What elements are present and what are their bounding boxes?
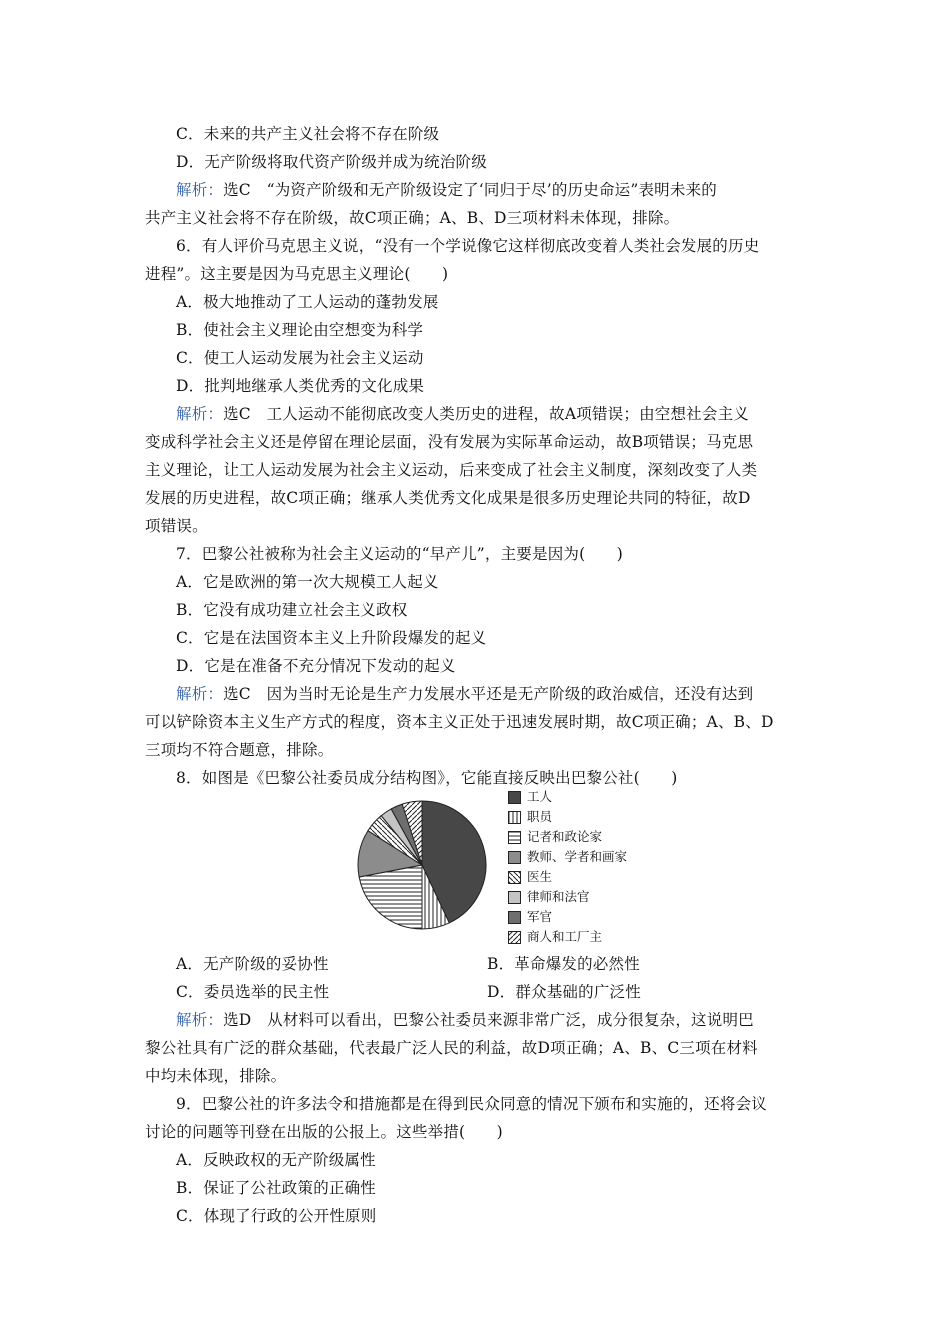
text-line-q5-d: [176, 152, 487, 172]
line-text: C．未来的共产主义社会将不存在阶级: [176, 125, 440, 143]
text-line-q7-a: [176, 572, 439, 592]
legend-swatch: [508, 851, 521, 864]
line-text: A．它是欧洲的第一次大规模工人起义: [176, 573, 439, 591]
line-text: C．使工人运动发展为社会主义运动: [176, 349, 424, 367]
analysis-label: 解析：: [176, 181, 224, 199]
line-text: B．使社会主义理论由空想变为科学: [176, 321, 424, 339]
text-line-a8-l2: [145, 1038, 758, 1058]
text-line-q6-b: [176, 320, 423, 340]
legend-label: 军官: [527, 909, 553, 924]
text-line-q7-l1: [176, 544, 623, 564]
text-line-a7-l1: [176, 684, 753, 704]
line-text: 黎公社具有广泛的群众基础，代表最广泛人民的利益，故D项正确；A、B、C三项在材料: [145, 1039, 758, 1057]
line-text: 讨论的问题等刊登在出版的公报上。这些举措( ): [145, 1123, 503, 1141]
text-line-q6-l1: [176, 236, 759, 256]
text-line-q8-d: [487, 982, 641, 1002]
line-text: 进程”。这主要是因为马克思主义理论( ): [145, 265, 449, 283]
line-text: 选C 工人运动不能彻底改变人类历史的进程，故A项错误；由空想社会主义: [223, 405, 749, 423]
line-text: 选C 因为当时无论是生产力发展水平还是无产阶级的政治威信，还没有达到: [223, 685, 754, 703]
line-text: C．委员选举的民主性: [176, 983, 330, 1001]
text-line-q7-c: [176, 628, 486, 648]
text-line-q6-d: [176, 376, 424, 396]
analysis-label: 解析：: [176, 1011, 224, 1029]
legend-label: 记者和政论家: [527, 829, 603, 844]
line-text: D．它是在准备不充分情况下发动的起义: [176, 657, 456, 675]
line-text: B．革命爆发的必然性: [487, 955, 640, 973]
text-line-a5-l1: [176, 180, 717, 200]
line-text: 8．如图是《巴黎公社委员成分结构图》，它能直接反映出巴黎公社( ): [176, 769, 678, 787]
line-text: 选D 从材料可以看出，巴黎公社委员来源非常广泛，成分很复杂，这说明巴: [223, 1011, 754, 1029]
line-text: D．批判地继承人类优秀的文化成果: [176, 377, 425, 395]
text-line-a6-l4: [145, 488, 751, 508]
text-line-a6-l2: [145, 432, 753, 452]
line-text: A．极大地推动了工人运动的蓬勃发展: [176, 293, 439, 311]
text-line-q6-c: [176, 348, 424, 368]
line-text: 可以铲除资本主义生产方式的程度，资本主义正处于迅速发展时期，故C项正确；A、B、D: [145, 713, 774, 731]
line-text: 发展的历史进程，故C项正确；继承人类优秀文化成果是很多历史理论共同的特征，故D: [145, 489, 751, 507]
analysis-label: 解析：: [176, 405, 224, 423]
line-text: A．无产阶级的妥协性: [176, 955, 329, 973]
text-line-q8-b: [487, 954, 640, 974]
line-text: D．无产阶级将取代资产阶级并成为统治阶级: [176, 153, 487, 171]
line-text: 主义理论，让工人运动发展为社会主义运动，后来变成了社会主义制度，深刻改变了人类: [145, 461, 758, 479]
legend-label: 商人和工厂主: [527, 929, 603, 944]
text-line-a7-l3: [145, 740, 333, 760]
legend-swatch: [508, 931, 521, 944]
legend-swatch: [508, 811, 521, 824]
analysis-label: 解析：: [176, 685, 224, 703]
text-line-q9-c: [176, 1206, 376, 1226]
legend-label: 职员: [527, 809, 553, 824]
text-line-q9-l1: [176, 1094, 767, 1114]
text-line-q9-a: [176, 1150, 376, 1170]
line-text: D．群众基础的广泛性: [487, 983, 641, 1001]
legend-label: 医生: [527, 869, 553, 884]
text-line-q5-c: [176, 124, 439, 144]
line-text: B．它没有成功建立社会主义政权: [176, 601, 408, 619]
text-line-q9-b: [176, 1178, 376, 1198]
text-line-q9-l2: [145, 1122, 503, 1142]
legend-swatch: [508, 831, 521, 844]
text-line-q8-l1: [176, 768, 678, 788]
line-text: 变成科学社会主义还是停留在理论层面，没有发展为实际革命运动，故B项错误；马克思: [145, 433, 754, 451]
line-text: 9．巴黎公社的许多法令和措施都是在得到民众同意的情况下颁布和实施的，还将会议: [176, 1095, 767, 1113]
legend-swatch: [508, 791, 521, 804]
line-text: 项错误。: [145, 517, 208, 535]
line-text: C．体现了行政的公开性原则: [176, 1207, 377, 1225]
text-line-q8-a: [176, 954, 329, 974]
text-line-a6-l1: [176, 404, 749, 424]
legend-label: 教师、学者和画家: [527, 849, 628, 864]
line-text: 共产主义社会将不存在阶级，故C项正确；A、B、D三项材料未体现，排除。: [145, 209, 680, 227]
legend-swatch: [508, 871, 521, 884]
line-text: 7．巴黎公社被称为社会主义运动的“早产儿”，主要是因为( ): [176, 545, 624, 563]
text-line-q7-d: [176, 656, 456, 676]
text-line-q6-l2: [145, 264, 448, 284]
text-line-q7-b: [176, 600, 407, 620]
legend-swatch: [508, 911, 521, 924]
pie-chart: [352, 795, 492, 935]
line-text: C．它是在法国资本主义上升阶段爆发的起义: [176, 629, 487, 647]
legend-label: 工人: [527, 789, 553, 804]
text-line-q6-a: [176, 292, 439, 312]
line-text: 6．有人评价马克思主义说，“没有一个学说像它这样彻底改变着人类社会发展的历史: [176, 237, 760, 255]
text-line-a5-l2: [145, 208, 679, 228]
line-text: 中均未体现，排除。: [145, 1067, 287, 1085]
line-text: 选C “为资产阶级和无产阶级设定了‘同归于尽’的历史命运”表明未来的: [223, 181, 717, 199]
text-line-q8-c: [176, 982, 329, 1002]
text-line-a7-l2: [145, 712, 774, 732]
text-line-a6-l3: [145, 460, 757, 480]
legend-swatch: [508, 891, 521, 904]
text-line-a8-l3: [145, 1066, 286, 1086]
text-line-a6-l5: [145, 516, 208, 536]
text-line-a8-l1: [176, 1010, 754, 1030]
legend-label: 律师和法官: [527, 889, 590, 904]
line-text: B．保证了公社政策的正确性: [176, 1179, 376, 1197]
line-text: A．反映政权的无产阶级属性: [176, 1151, 376, 1169]
line-text: 三项均不符合题意，排除。: [145, 741, 334, 759]
